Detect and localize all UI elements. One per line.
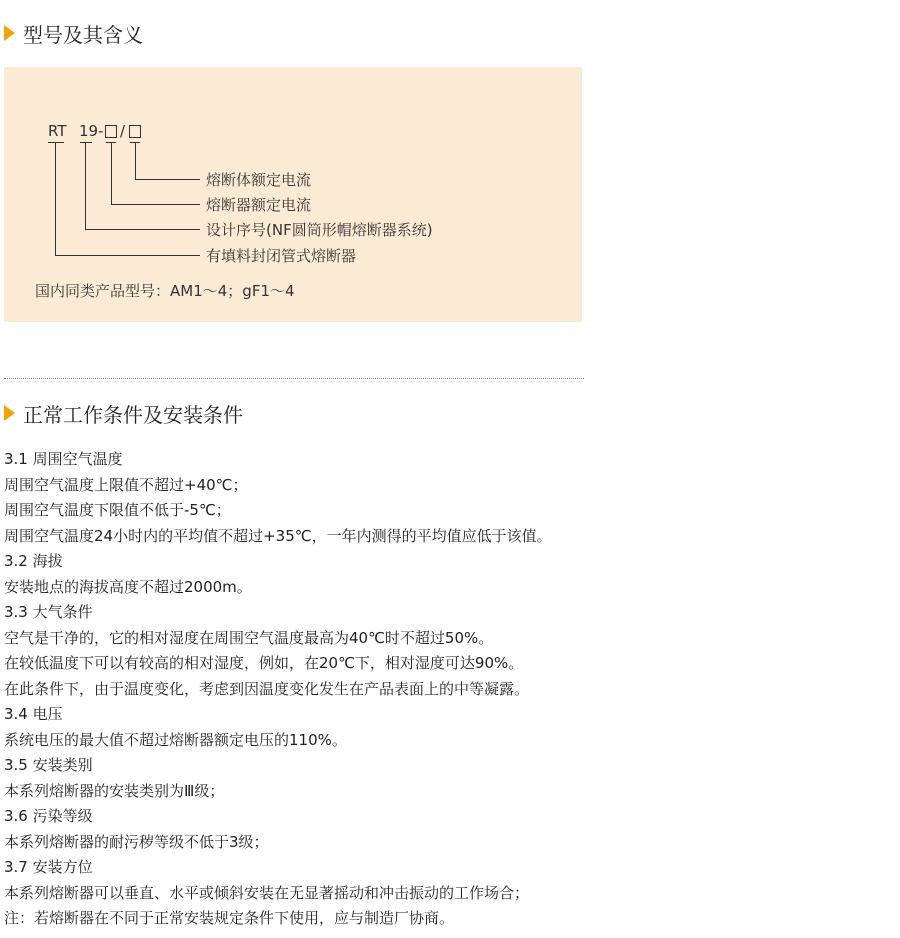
text-line: 在此条件下，由于温度变化，考虑到因温度变化发生在产品表面上的中等凝露。: [4, 679, 530, 698]
section-divider: [4, 378, 584, 379]
text-line: 系统电压的最大值不超过熔断器额定电压的110%。: [4, 730, 347, 749]
legend-design-number: 设计序号(NF圆筒形帽熔断器系统): [206, 221, 433, 239]
section-title-conditions-text: 正常工作条件及安装条件: [23, 402, 243, 427]
text-line: 本系列熔断器的安装类别为Ⅲ级；: [4, 781, 225, 800]
note-line: 注：若熔断器在不同于正常安装规定条件下使用，应与制造厂协商。: [4, 909, 455, 927]
triangle-right-icon: [4, 25, 15, 41]
section-title-conditions: [4, 400, 243, 426]
section-title-model: [4, 20, 143, 46]
empty-box-icon: [130, 126, 141, 138]
heading-pollution-degree: 3.6 污染等级: [4, 807, 93, 825]
text-line: 安装地点的海拔高度不超过2000m。: [4, 577, 252, 596]
text-line: 本系列熔断器可以垂直、水平或倾斜安装在无显著摇动和冲击振动的工作场合；: [4, 883, 530, 902]
text-line: 在较低温度下可以有较高的相对湿度，例如，在20℃下，相对湿度可达90%。: [4, 654, 524, 672]
triangle-right-icon: [4, 405, 15, 421]
heading-installation-orientation: 3.7 安装方位: [4, 858, 93, 876]
heading-installation-category: 3.5 安装类别: [4, 756, 93, 774]
heading-altitude: 3.2 海拔: [4, 552, 63, 570]
legend-fuse-current: 熔断器额定电流: [206, 196, 312, 214]
text-line: 空气是干净的，它的相对湿度在周围空气温度最高为40℃时不超过50%。: [4, 628, 494, 647]
model-code-rt: RT: [48, 122, 67, 140]
conditions-list: [4, 447, 894, 932]
heading-ambient-temperature: 3.1 周围空气温度: [4, 450, 123, 468]
heading-voltage: 3.4 电压: [4, 705, 63, 723]
model-code-number: 19-: [79, 122, 104, 140]
heading-atmosphere: 3.3 大气条件: [4, 603, 93, 621]
equivalent-models: 国内同类产品型号：AM1～4；gF1～4: [35, 282, 295, 300]
text-line: 周围空气温度上限值不超过+40℃；: [4, 475, 248, 494]
text-line: 周围空气温度24小时内的平均值不超过+35℃，一年内测得的平均值应低于该值。: [4, 526, 552, 545]
text-line: 周围空气温度下限值不低于-5℃；: [4, 501, 231, 519]
model-diagram-box: [4, 67, 582, 322]
section-title-model-text: 型号及其含义: [23, 22, 143, 47]
empty-box-icon: [106, 126, 117, 138]
text-line: 本系列熔断器的耐污秽等级不低于3级；: [4, 832, 269, 851]
legend-fuse-link-current: 熔断体额定电流: [206, 171, 312, 189]
legend-fuse-type: 有填料封闭管式熔断器: [206, 247, 357, 265]
model-code-separator: /: [120, 122, 126, 140]
